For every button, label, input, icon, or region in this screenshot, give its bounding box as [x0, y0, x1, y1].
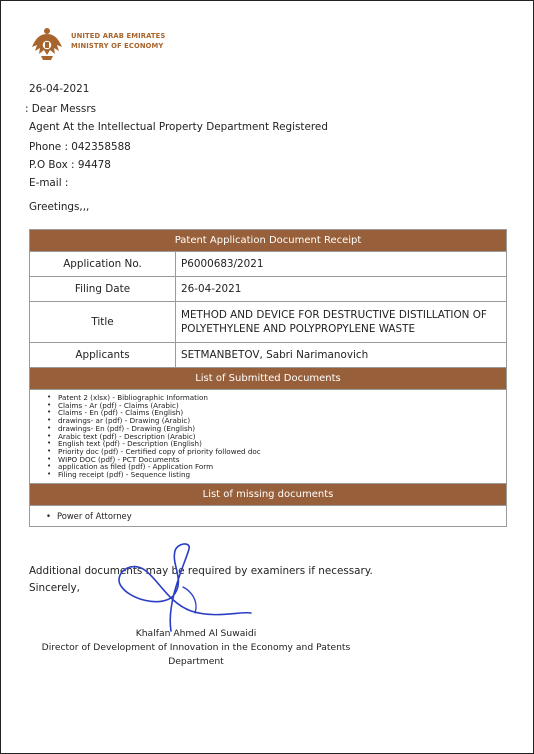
signer-position-line-2: Department: [168, 656, 224, 667]
uae-emblem-logo: [29, 25, 65, 63]
filing-date-value: 26-04-2021: [176, 277, 507, 302]
title-label: Title: [30, 302, 176, 343]
list-item: • Claims - Ar (pdf) - Claims (Arabic): [58, 402, 501, 410]
application-no-label: Application No.: [30, 252, 176, 277]
letter-date: 26-04-2021: [29, 83, 90, 95]
phone-line: Phone : 042358588: [29, 141, 131, 153]
signer-name: Khalfan Ahmed Al Suwaidi: [135, 628, 257, 639]
salutation: : Dear Messrs: [25, 103, 97, 115]
table-row: [30, 343, 507, 368]
list-item: • Arabic text (pdf) - Description (Arabic): [58, 433, 501, 441]
ministry-line-2: MINISTRY OF ECONOMY: [71, 42, 164, 50]
applicants-label: Applicants: [30, 343, 176, 368]
submitted-docs-cell: [30, 390, 507, 484]
sincerely: Sincerely,: [29, 582, 80, 594]
applicants-value: SETMANBETOV, Sabri Narimanovich: [176, 343, 507, 368]
missing-docs-cell: [30, 505, 507, 526]
list-item: • Filing receipt (pdf) - Sequence listing: [58, 471, 501, 479]
list-item: • application as filed (pdf) - Application Form: [58, 463, 501, 471]
list-item: • English text (pdf) - Description (English): [58, 440, 501, 448]
table-row: [30, 302, 507, 343]
submitted-docs-title: List of Submitted Documents: [30, 368, 507, 390]
list-item: • drawings- En (pdf) - Drawing (English): [58, 425, 501, 433]
application-no-value: P6000683/2021: [176, 252, 507, 277]
agent-line: Agent At the Intellectual Property Department Registered: [29, 121, 328, 133]
greeting: Greetings,,,: [29, 201, 90, 213]
additional-docs-note: Additional documents may be required by examiners if necessary.: [29, 565, 373, 577]
missing-docs-title: List of missing documents: [30, 483, 507, 505]
email-line: E-mail :: [29, 177, 69, 189]
list-item: • WIPO DOC (pdf) - PCT Documents: [58, 456, 501, 464]
list-item: Power of Attorney: [56, 510, 132, 521]
ministry-line-1: UNITED ARAB EMIRATES: [71, 32, 166, 40]
filing-date-label: Filing Date: [30, 277, 176, 302]
list-item: • Patent 2 (xlsx) - Bibliographic Information: [58, 394, 501, 402]
bullet-icon: •: [46, 510, 51, 521]
receipt-table: [29, 229, 507, 527]
ministry-name: [71, 31, 165, 51]
list-item: • Claims - En (pdf) - Claims (English): [58, 409, 501, 417]
list-item: • Priority doc (pdf) - Certified copy of priority followed doc: [58, 448, 501, 456]
table-row: [30, 277, 507, 302]
table-row: [30, 252, 507, 277]
list-item: • drawings- ar (pdf) - Drawing (Arabic): [58, 417, 501, 425]
signer-position-line-1: Director of Development of Innovation in the Economy and Patents: [41, 642, 351, 653]
handwritten-signature: [111, 541, 261, 641]
submitted-docs-list: [58, 394, 501, 479]
po-box-line: P.O Box : 94478: [29, 159, 111, 171]
title-value: METHOD AND DEVICE FOR DESTRUCTIVE DISTILLATION OF POLYETHYLENE AND POLYPROPYLENE WASTE: [176, 302, 507, 343]
receipt-title: Patent Application Document Receipt: [30, 230, 507, 252]
